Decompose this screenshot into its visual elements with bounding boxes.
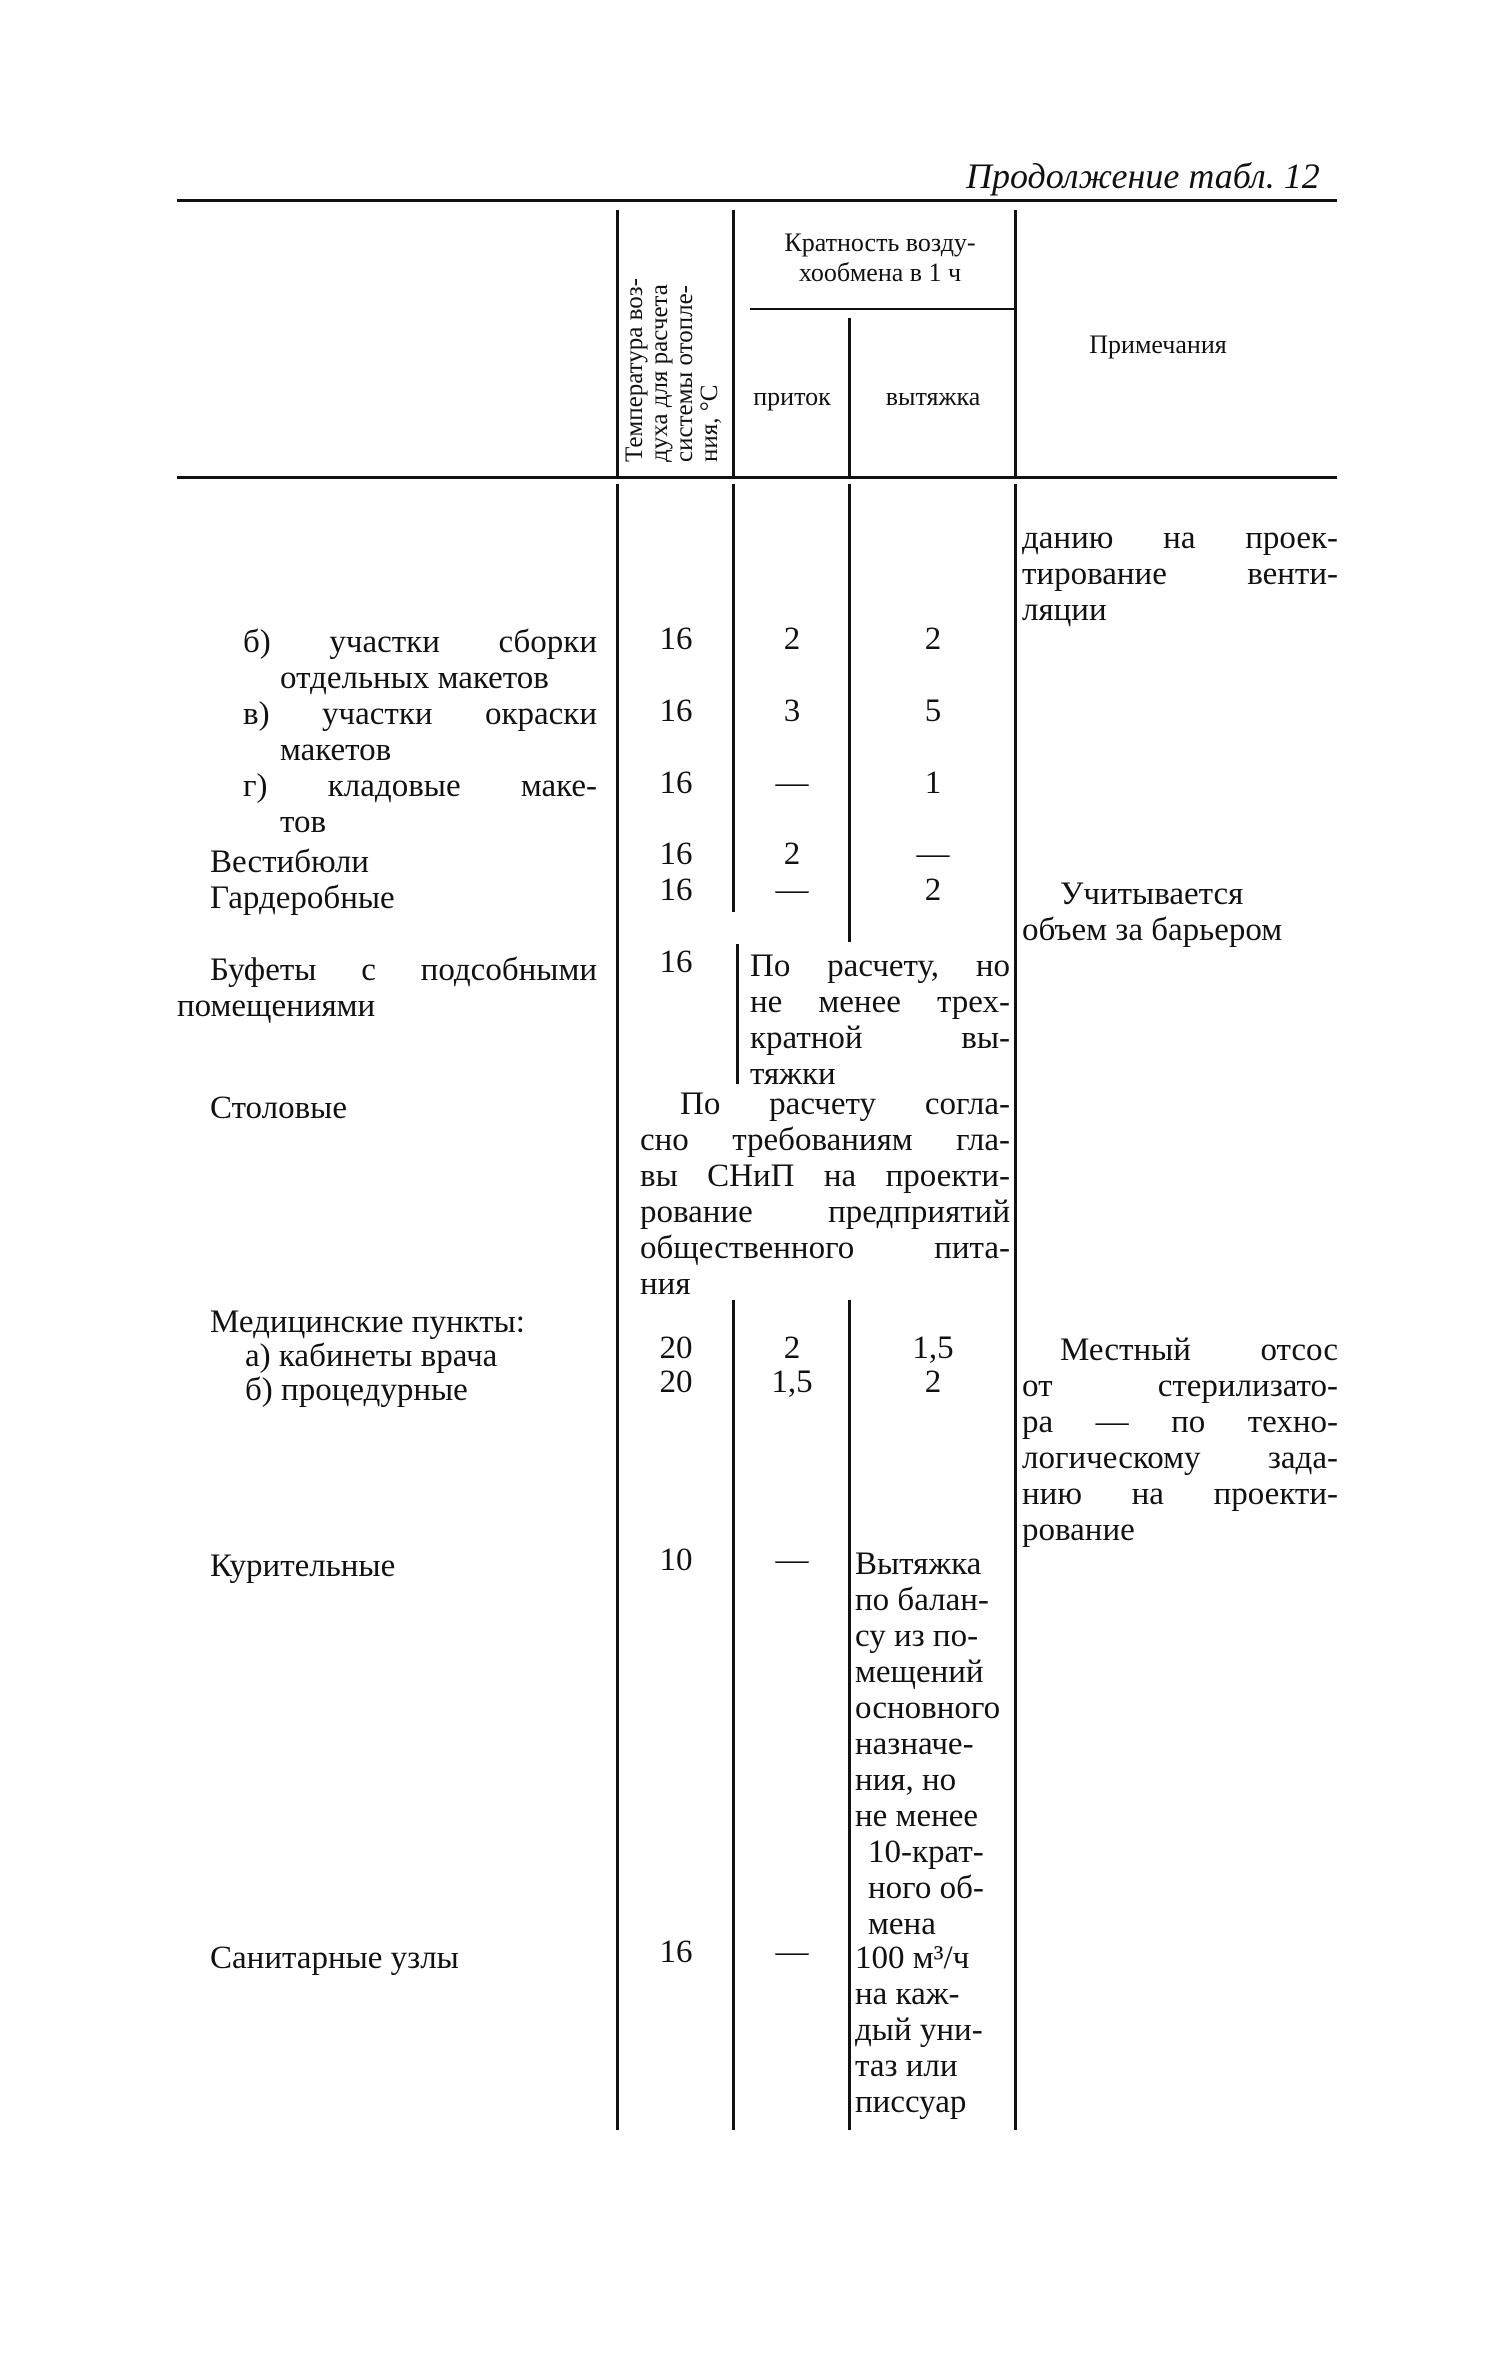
header-rule xyxy=(177,476,1337,479)
note-text: от стерилизато- xyxy=(1022,1368,1338,1404)
span-text: тяжки xyxy=(750,1056,836,1092)
exchange-header-line: Кратность возду- xyxy=(784,228,976,257)
temp-value: 16 xyxy=(659,765,693,801)
exchange-rule xyxy=(750,308,1014,310)
exhaust-text-line: мещений xyxy=(855,1654,984,1690)
exhaust-header: вытяжка xyxy=(885,382,981,411)
exhaust-text-line: основного xyxy=(855,1690,1001,1726)
row-name: отдельных макетов xyxy=(280,660,549,696)
supply-value: — xyxy=(775,765,809,801)
span-text: По расчету согла- xyxy=(680,1086,1010,1122)
span-text: сно требованиям гла- xyxy=(640,1122,1010,1158)
span-text: ния xyxy=(640,1266,691,1302)
temp-value: 16 xyxy=(659,944,693,980)
buffet-span-line xyxy=(736,944,739,1084)
note-text: ра — по техно- xyxy=(1022,1404,1338,1440)
row-name: Гардеробные xyxy=(210,880,395,916)
span-text: По расчету, но xyxy=(750,948,1010,984)
note-text: Местный отсос xyxy=(1060,1332,1338,1368)
temp-column-line xyxy=(616,484,619,2130)
row-name: помещениями xyxy=(177,988,376,1024)
row-name: а) кабинеты врача xyxy=(245,1338,498,1374)
row-name: тов xyxy=(280,804,327,840)
header-divider-1 xyxy=(616,210,619,476)
note-text: Учитывается xyxy=(1060,876,1244,912)
supply-value: — xyxy=(775,1542,809,1578)
exhaust-value: 1 xyxy=(924,765,942,801)
row-name: Буфеты с подсобными xyxy=(210,952,597,988)
temp-header-line: духа для расчета xyxy=(646,284,673,462)
exhaust-text-line: не менее xyxy=(855,1798,979,1834)
span-text: не менее трех- xyxy=(750,984,1010,1020)
row-name: в) участки окраски xyxy=(243,696,597,732)
temp-header-line: системы отопле- xyxy=(671,284,698,462)
span-text: рование предприятий xyxy=(640,1194,1010,1230)
temp-value: 16 xyxy=(659,693,693,729)
supply-header: приток xyxy=(753,382,831,411)
exhaust-text-line: на каж- xyxy=(855,1976,960,2012)
exhaust-text-line: дый уни- xyxy=(855,2012,983,2048)
exhaust-text-line: по балан- xyxy=(855,1582,989,1618)
temp-header-line: Температура воз- xyxy=(621,278,648,462)
exhaust-text-line: назначе- xyxy=(855,1726,974,1762)
exhaust-text-line: мена xyxy=(868,1906,936,1942)
exhaust-value: 2 xyxy=(924,872,942,908)
note-continuation: данию на проек- xyxy=(1022,520,1338,556)
header-divider-3 xyxy=(848,318,851,476)
supply-value: 3 xyxy=(783,693,801,729)
note-text: нию на проекти- xyxy=(1022,1476,1338,1512)
exhaust-text-line: ного об- xyxy=(868,1870,984,1906)
medical-exhaust-line xyxy=(848,1300,851,2130)
row-name: макетов xyxy=(280,732,392,768)
header-divider-2 xyxy=(732,210,735,476)
exhaust-value: 5 xyxy=(924,693,942,729)
exhaust-value: 1,5 xyxy=(912,1330,954,1366)
note-text: рование xyxy=(1022,1512,1135,1548)
temp-value: 10 xyxy=(659,1542,693,1578)
note-continuation: тирование венти- xyxy=(1022,556,1338,592)
exhaust-value: 2 xyxy=(924,1364,942,1400)
temp-value: 16 xyxy=(659,836,693,872)
table-caption: Продолжение табл. 12 xyxy=(966,156,1320,196)
span-text: общественного пита- xyxy=(640,1230,1010,1266)
temp-value: 16 xyxy=(659,1934,693,1970)
exhaust-text-line: писсуар xyxy=(855,2084,967,2120)
row-name: Медицинские пункты: xyxy=(210,1304,525,1340)
exhaust-column-line xyxy=(848,484,851,942)
span-text: вы СНиП на проекти- xyxy=(640,1158,1010,1194)
exhaust-text-line: ния, но xyxy=(855,1762,957,1798)
supply-value: — xyxy=(775,1934,809,1970)
exhaust-text-line: су из по- xyxy=(855,1618,979,1654)
supply-column-line xyxy=(732,484,735,912)
notes-header: Примечания xyxy=(1089,330,1227,359)
temp-value: 16 xyxy=(659,621,693,657)
exhaust-text-line: Вытяжка xyxy=(855,1546,982,1582)
row-name: г) кладовые маке- xyxy=(243,768,597,804)
notes-column-line xyxy=(1014,484,1017,2130)
temp-header-line: ния, °С xyxy=(696,384,723,462)
exchange-header-line: хообмена в 1 ч xyxy=(798,258,962,287)
temp-value: 16 xyxy=(659,872,693,908)
temp-value: 20 xyxy=(659,1364,693,1400)
supply-value: 2 xyxy=(783,621,801,657)
note-text: логическому зада- xyxy=(1022,1440,1338,1476)
row-name: Санитарные узлы xyxy=(210,1940,459,1976)
row-name: Курительные xyxy=(210,1548,396,1584)
exhaust-text-line: 10-крат- xyxy=(868,1834,984,1870)
exhaust-value: — xyxy=(916,836,950,872)
supply-value: 2 xyxy=(783,836,801,872)
row-name: б) процедурные xyxy=(245,1372,468,1408)
exhaust-value: 2 xyxy=(924,621,942,657)
exhaust-text-line: 100 м³/ч xyxy=(855,1940,970,1976)
supply-value: — xyxy=(775,872,809,908)
exhaust-text-line: таз или xyxy=(855,2048,958,2084)
row-name: б) участки сборки xyxy=(243,624,597,660)
temp-value: 20 xyxy=(659,1330,693,1366)
supply-value: 1,5 xyxy=(771,1364,813,1400)
top-rule xyxy=(177,199,1337,202)
row-name: Вестибюли xyxy=(210,844,369,880)
row-name: Столовые xyxy=(210,1090,347,1126)
note-continuation: ляции xyxy=(1022,592,1107,628)
medical-supply-line xyxy=(732,1300,735,2130)
span-text: кратной вы- xyxy=(750,1020,1010,1056)
supply-value: 2 xyxy=(783,1330,801,1366)
note-text: объем за барьером xyxy=(1022,912,1283,948)
